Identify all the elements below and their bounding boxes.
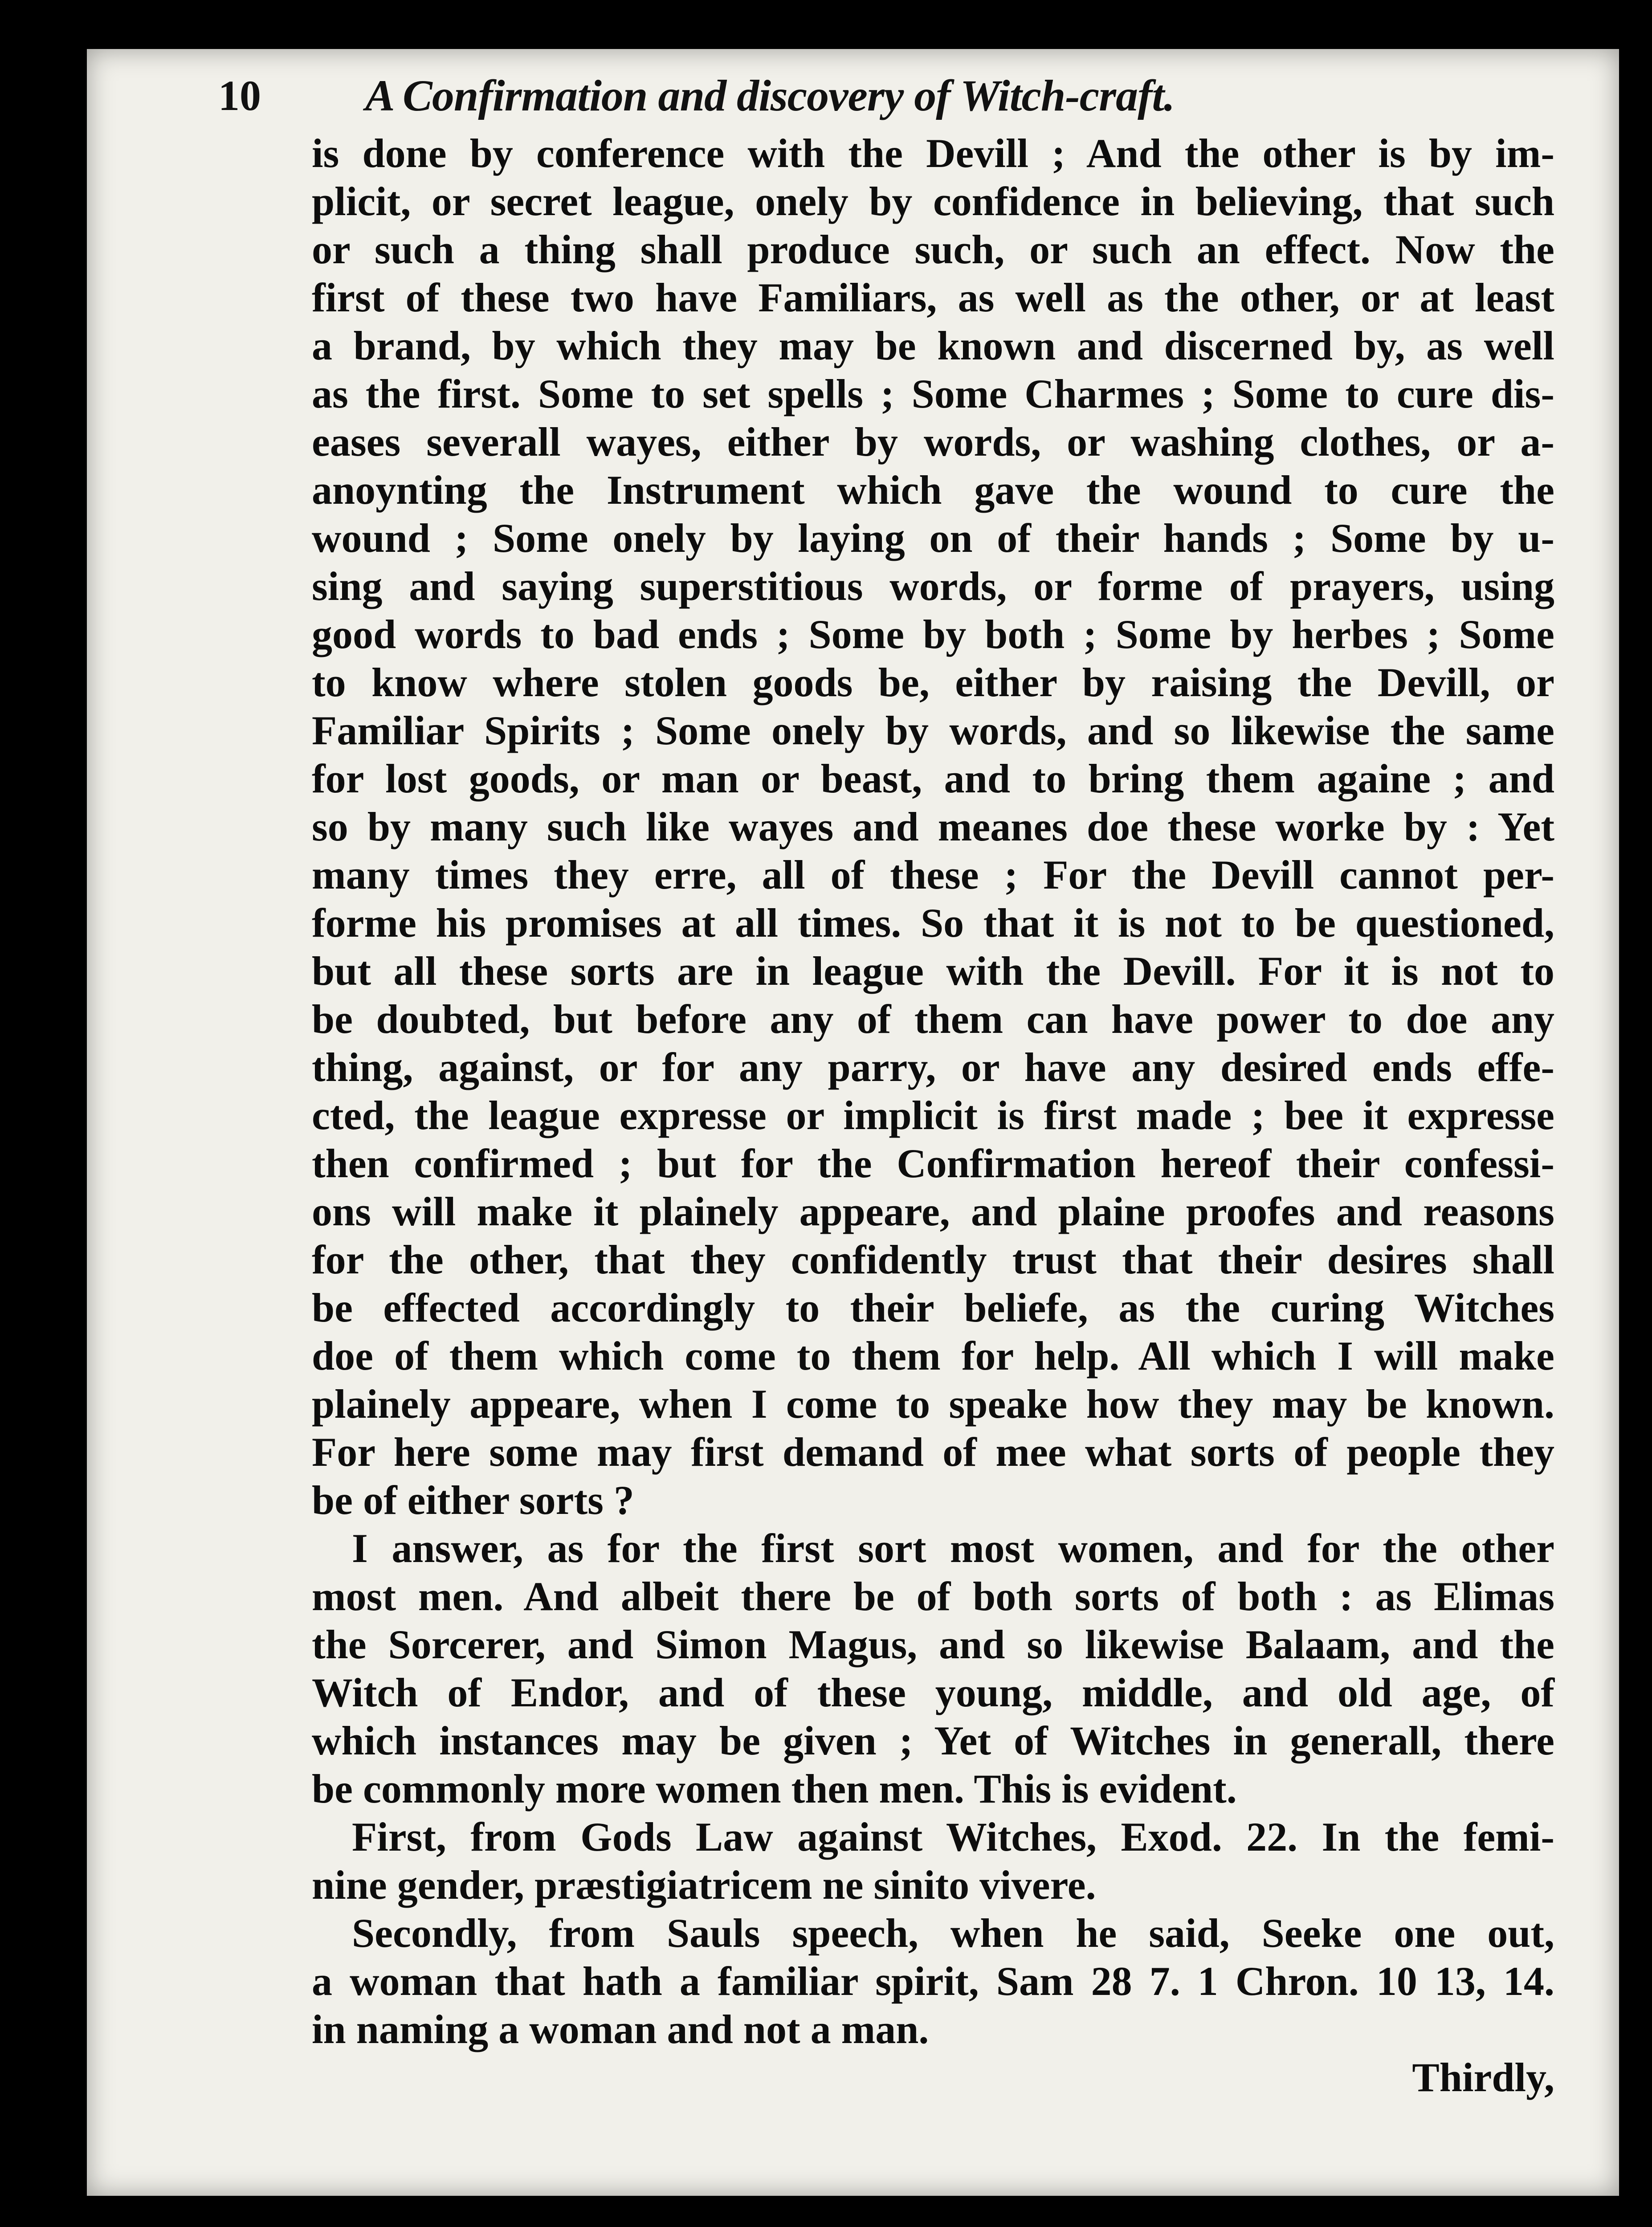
text-line: but all these sorts are in league with the Devill. For it is not to [312, 948, 1554, 994]
text-line: or such a thing shall produce such, or such an effect. Now the [312, 227, 1554, 272]
text-line: so by many such like wayes and meanes doe these worke by : Yet [312, 804, 1554, 849]
page-number: 10 [218, 72, 261, 119]
text-line: be effected accordingly to their beliefe, as the curing Witches [312, 1285, 1554, 1330]
text-line: wound ; Some onely by laying on of their hands ; Some by u- [312, 515, 1554, 561]
text-line: Secondly, from Sauls speech, when he said, Seeke one out, [352, 1910, 1554, 1956]
text-line: Thirdly, [1412, 2055, 1554, 2100]
text-line: eases severall wayes, either by words, or washing clothes, or a- [312, 419, 1554, 465]
text-line: is done by conference with the Devill ; And the other is by im- [312, 131, 1554, 176]
text-line: the Sorcerer, and Simon Magus, and so likewise Balaam, and the [312, 1622, 1554, 1667]
text-line: a woman that hath a familiar spirit, Sam 28 7. 1 Chron. 10 13, 14. [312, 1958, 1554, 2004]
text-line: in naming a woman and not a man. [312, 2007, 929, 2052]
text-line: plainely appeare, when I come to speake how they may be known. [312, 1381, 1554, 1427]
text-line: for lost goods, or man or beast, and to bring them againe ; and [312, 756, 1554, 801]
text-line: a brand, by which they may be known and discerned by, as well [312, 323, 1554, 368]
text-line: then confirmed ; but for the Confirmation hereof their confessi- [312, 1141, 1554, 1186]
text-line: First, from Gods Law against Witches, Exod. 22. In the femi- [352, 1814, 1554, 1860]
text-line: many times they erre, all of these ; For the Devill cannot per- [312, 852, 1554, 897]
text-line: Witch of Endor, and of these young, middle, and old age, of [312, 1670, 1554, 1715]
text-line: be of either sorts ? [312, 1477, 634, 1523]
text-line: which instances may be given ; Yet of Witches in generall, there [312, 1718, 1554, 1763]
body-text [312, 129, 1554, 2101]
text-line: I answer, as for the first sort most women, and for the other [352, 1525, 1554, 1571]
text-line: cted, the league expresse or implicit is first made ; bee it expresse [312, 1093, 1554, 1138]
text-line: Familiar Spirits ; Some onely by words, and so likewise the same [312, 708, 1554, 753]
running-title: A Confirmation and discovery of Witch-craft. [365, 71, 1175, 120]
text-line: doe of them which come to them for help. All which I will make [312, 1333, 1554, 1379]
page-header [218, 67, 1443, 125]
text-line: most men. And albeit there be of both sorts of both : as Elimas [312, 1574, 1554, 1619]
text-line: For here some may first demand of mee what sorts of people they [312, 1429, 1554, 1475]
text-line: as the first. Some to set spells ; Some Charmes ; Some to cure dis- [312, 371, 1554, 416]
text-line: first of these two have Familiars, as well as the other, or at least [312, 275, 1554, 320]
text-line: good words to bad ends ; Some by both ; Some by herbes ; Some [312, 612, 1554, 657]
text-line: be doubted, but before any of them can have power to doe any [312, 996, 1554, 1042]
text-line: ons will make it plainely appeare, and plaine proofes and reasons [312, 1189, 1554, 1234]
text-line: for the other, that they confidently trust that their desires shall [312, 1237, 1554, 1282]
text-line: sing and saying superstitious words, or forme of prayers, using [312, 563, 1554, 609]
text-line: forme his promises at all times. So that it is not to be questioned, [312, 900, 1554, 946]
text-line: nine gender, præstigiatricem ne sinito vivere. [312, 1862, 1096, 1908]
text-line: thing, against, or for any parry, or have any desired ends effe- [312, 1044, 1554, 1090]
scan-border [1619, 49, 1652, 2196]
text-line: anoynting the Instrument which gave the wound to cure the [312, 467, 1554, 513]
text-line: be commonly more women then men. This is evident. [312, 1766, 1237, 1811]
text-line: plicit, or secret league, onely by confidence in believing, that such [312, 179, 1554, 224]
text-line: to know where stolen goods be, either by raising the Devill, or [312, 660, 1554, 705]
